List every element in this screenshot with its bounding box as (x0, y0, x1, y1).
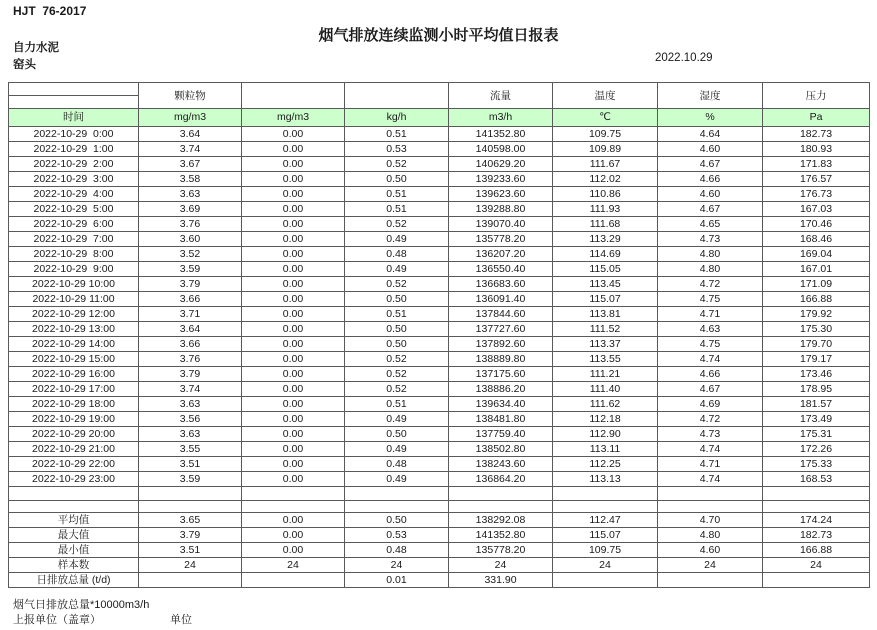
value-cell: 0.50 (345, 322, 449, 337)
time-column-header: 时间 (9, 109, 139, 127)
value-cell: 4.80 (658, 528, 763, 543)
table-row (9, 412, 870, 427)
value-cell: 0.00 (242, 322, 345, 337)
value-cell: 0.01 (345, 573, 449, 588)
value-cell: 3.65 (139, 513, 242, 528)
value-cell: 135778.20 (449, 543, 553, 558)
value-cell: 4.72 (658, 412, 763, 427)
value-cell: 3.79 (139, 528, 242, 543)
table-row (9, 127, 870, 142)
time-cell: 2022-10-29 5:00 (9, 202, 139, 217)
table-row (9, 307, 870, 322)
time-cell: 2022-10-29 4:00 (9, 187, 139, 202)
value-cell: 4.64 (658, 127, 763, 142)
unit-m3-h: m3/h (449, 109, 553, 127)
value-cell: 4.70 (658, 513, 763, 528)
value-cell: 112.18 (553, 412, 658, 427)
monitoring-site: 窑头 (13, 59, 36, 71)
value-cell: 24 (345, 558, 449, 573)
summary-row (9, 543, 870, 558)
value-cell: 3.63 (139, 397, 242, 412)
value-cell (139, 573, 242, 588)
value-cell: 176.73 (763, 187, 870, 202)
table-row (9, 262, 870, 277)
time-cell: 2022-10-29 15:00 (9, 352, 139, 367)
time-cell: 2022-10-29 19:00 (9, 412, 139, 427)
value-cell: 0.00 (242, 277, 345, 292)
value-cell: 171.83 (763, 157, 870, 172)
value-cell: 179.17 (763, 352, 870, 367)
value-cell: 136207.20 (449, 247, 553, 262)
value-cell: 111.68 (553, 217, 658, 232)
table-row (9, 157, 870, 172)
summary-label-cell: 平均值 (9, 513, 139, 528)
report-date: 2022.10.29 (655, 52, 713, 64)
value-cell: 3.79 (139, 367, 242, 382)
value-cell: 0.52 (345, 157, 449, 172)
col-header-blank-2 (345, 83, 449, 109)
value-cell: 139288.80 (449, 202, 553, 217)
gap-rows (9, 487, 870, 513)
time-cell: 2022-10-29 1:00 (9, 142, 139, 157)
value-cell: 138502.80 (449, 442, 553, 457)
value-cell: 4.74 (658, 472, 763, 487)
time-cell: 2022-10-29 10:00 (9, 277, 139, 292)
value-cell: 4.67 (658, 157, 763, 172)
value-cell: 0.49 (345, 472, 449, 487)
value-cell: 3.56 (139, 412, 242, 427)
value-cell: 0.52 (345, 352, 449, 367)
value-cell: 0.51 (345, 127, 449, 142)
value-cell: 4.65 (658, 217, 763, 232)
summary-label-cell: 最大值 (9, 528, 139, 543)
value-cell: 173.49 (763, 412, 870, 427)
value-cell: 137844.60 (449, 307, 553, 322)
value-cell: 24 (242, 558, 345, 573)
value-cell: 0.48 (345, 457, 449, 472)
value-cell: 113.11 (553, 442, 658, 457)
value-cell: 111.67 (553, 157, 658, 172)
value-cell: 3.76 (139, 217, 242, 232)
value-cell: 4.60 (658, 543, 763, 558)
table-row (9, 457, 870, 472)
value-cell: 113.37 (553, 337, 658, 352)
value-cell: 137759.40 (449, 427, 553, 442)
unit-mg-m3-2: mg/m3 (242, 109, 345, 127)
unit-celsius: ℃ (553, 109, 658, 127)
empty-row (9, 501, 870, 513)
value-cell: 0.00 (242, 172, 345, 187)
summary-row (9, 573, 870, 588)
value-cell: 3.51 (139, 543, 242, 558)
value-cell: 0.00 (242, 127, 345, 142)
value-cell: 167.01 (763, 262, 870, 277)
value-cell: 0.49 (345, 412, 449, 427)
value-cell: 3.74 (139, 382, 242, 397)
unit-pa: Pa (763, 109, 870, 127)
value-cell: 179.92 (763, 307, 870, 322)
time-cell: 2022-10-29 14:00 (9, 337, 139, 352)
col-header-humidity: 湿度 (658, 83, 763, 109)
table-row (9, 382, 870, 397)
value-cell: 113.29 (553, 232, 658, 247)
col-header-flow: 流量 (449, 83, 553, 109)
value-cell: 138889.80 (449, 352, 553, 367)
value-cell: 136864.20 (449, 472, 553, 487)
time-cell: 2022-10-29 16:00 (9, 367, 139, 382)
value-cell: 24 (658, 558, 763, 573)
value-cell: 139233.60 (449, 172, 553, 187)
unit-row (9, 109, 870, 127)
value-cell: 4.75 (658, 292, 763, 307)
time-cell: 2022-10-29 11:00 (9, 292, 139, 307)
value-cell: 137892.60 (449, 337, 553, 352)
value-cell: 0.51 (345, 397, 449, 412)
value-cell: 0.00 (242, 528, 345, 543)
value-cell: 141352.80 (449, 127, 553, 142)
table-row (9, 247, 870, 262)
value-cell: 112.90 (553, 427, 658, 442)
value-cell: 174.24 (763, 513, 870, 528)
value-cell: 0.50 (345, 337, 449, 352)
footer-total-note: 烟气日排放总量*10000m3/h (13, 599, 150, 611)
value-cell (763, 573, 870, 588)
table-row (9, 427, 870, 442)
value-cell: 4.72 (658, 277, 763, 292)
value-cell: 181.57 (763, 397, 870, 412)
value-cell: 139634.40 (449, 397, 553, 412)
value-cell: 179.70 (763, 337, 870, 352)
value-cell: 4.73 (658, 427, 763, 442)
value-cell: 139070.40 (449, 217, 553, 232)
value-cell: 0.00 (242, 543, 345, 558)
table-row (9, 217, 870, 232)
value-cell: 112.02 (553, 172, 658, 187)
value-cell: 3.69 (139, 202, 242, 217)
value-cell: 137727.60 (449, 322, 553, 337)
value-cell: 3.58 (139, 172, 242, 187)
value-cell: 3.71 (139, 307, 242, 322)
value-cell: 0.00 (242, 157, 345, 172)
unit-percent: % (658, 109, 763, 127)
table-row (9, 397, 870, 412)
col-header-pressure: 压力 (763, 83, 870, 109)
value-cell: 0.53 (345, 528, 449, 543)
value-cell: 0.51 (345, 202, 449, 217)
value-cell: 112.47 (553, 513, 658, 528)
value-cell: 0.49 (345, 232, 449, 247)
value-cell: 3.64 (139, 322, 242, 337)
unit-kg-h: kg/h (345, 109, 449, 127)
summary-row (9, 513, 870, 528)
value-cell: 182.73 (763, 127, 870, 142)
value-cell: 4.66 (658, 172, 763, 187)
value-cell: 0.00 (242, 457, 345, 472)
value-cell: 0.00 (242, 367, 345, 382)
table-row (9, 472, 870, 487)
value-cell: 3.51 (139, 457, 242, 472)
value-cell: 111.21 (553, 367, 658, 382)
value-cell: 172.26 (763, 442, 870, 457)
value-cell: 4.67 (658, 202, 763, 217)
value-cell: 4.69 (658, 397, 763, 412)
time-cell: 2022-10-29 20:00 (9, 427, 139, 442)
value-cell: 4.63 (658, 322, 763, 337)
table-row (9, 322, 870, 337)
value-cell: 0.50 (345, 172, 449, 187)
time-cell: 2022-10-29 6:00 (9, 217, 139, 232)
value-cell: 0.00 (242, 262, 345, 277)
value-cell (658, 573, 763, 588)
value-cell: 0.00 (242, 382, 345, 397)
value-cell: 0.00 (242, 397, 345, 412)
value-cell: 4.71 (658, 307, 763, 322)
value-cell: 141352.80 (449, 528, 553, 543)
value-cell: 167.03 (763, 202, 870, 217)
summary-rows (9, 513, 870, 588)
value-cell: 111.52 (553, 322, 658, 337)
time-cell: 2022-10-29 7:00 (9, 232, 139, 247)
value-cell: 0.00 (242, 337, 345, 352)
value-cell: 4.75 (658, 337, 763, 352)
value-cell: 113.45 (553, 277, 658, 292)
value-cell: 109.75 (553, 127, 658, 142)
value-cell: 3.64 (139, 127, 242, 142)
value-cell: 4.74 (658, 442, 763, 457)
value-cell: 0.52 (345, 277, 449, 292)
col-header-particulate: 颗粒物 (139, 83, 242, 109)
value-cell: 4.66 (658, 367, 763, 382)
value-cell: 0.51 (345, 187, 449, 202)
value-cell: 24 (449, 558, 553, 573)
time-cell: 2022-10-29 22:00 (9, 457, 139, 472)
value-cell: 175.30 (763, 322, 870, 337)
header-empty-cell (9, 83, 139, 96)
value-cell: 0.51 (345, 307, 449, 322)
time-cell: 2022-10-29 2:00 (9, 157, 139, 172)
unit-mg-m3-1: mg/m3 (139, 109, 242, 127)
value-cell: 3.59 (139, 472, 242, 487)
value-cell: 115.07 (553, 292, 658, 307)
value-cell: 112.25 (553, 457, 658, 472)
value-cell: 3.55 (139, 442, 242, 457)
value-cell: 3.59 (139, 262, 242, 277)
value-cell: 0.50 (345, 513, 449, 528)
doc-code: HJT 76-2017 (13, 4, 87, 18)
value-cell: 176.57 (763, 172, 870, 187)
value-cell: 3.63 (139, 427, 242, 442)
value-cell: 111.40 (553, 382, 658, 397)
value-cell: 0.50 (345, 292, 449, 307)
value-cell: 138886.20 (449, 382, 553, 397)
value-cell: 4.60 (658, 187, 763, 202)
value-cell: 24 (763, 558, 870, 573)
value-cell: 4.74 (658, 352, 763, 367)
value-cell: 173.46 (763, 367, 870, 382)
time-cell: 2022-10-29 0:00 (9, 127, 139, 142)
value-cell: 169.04 (763, 247, 870, 262)
summary-row (9, 558, 870, 573)
value-cell: 170.46 (763, 217, 870, 232)
value-cell: 4.71 (658, 457, 763, 472)
value-cell: 136091.40 (449, 292, 553, 307)
value-cell: 111.93 (553, 202, 658, 217)
value-cell: 136683.60 (449, 277, 553, 292)
value-cell: 135778.20 (449, 232, 553, 247)
header-empty-cell (9, 96, 139, 109)
value-cell: 140629.20 (449, 157, 553, 172)
value-cell: 0.00 (242, 247, 345, 262)
value-cell: 0.49 (345, 262, 449, 277)
empty-row (9, 487, 870, 501)
time-cell: 2022-10-29 3:00 (9, 172, 139, 187)
value-cell: 0.52 (345, 217, 449, 232)
table-row (9, 277, 870, 292)
value-cell: 3.52 (139, 247, 242, 262)
value-cell: 113.55 (553, 352, 658, 367)
value-cell: 3.79 (139, 277, 242, 292)
value-cell: 3.66 (139, 337, 242, 352)
summary-label-cell: 最小值 (9, 543, 139, 558)
value-cell: 3.60 (139, 232, 242, 247)
value-cell: 331.90 (449, 573, 553, 588)
value-cell: 0.00 (242, 232, 345, 247)
value-cell (242, 573, 345, 588)
footer-unit-label: 单位 (170, 614, 192, 626)
value-cell (553, 573, 658, 588)
value-cell: 139623.60 (449, 187, 553, 202)
value-cell: 3.66 (139, 292, 242, 307)
value-cell: 168.53 (763, 472, 870, 487)
table-row (9, 337, 870, 352)
summary-row (9, 528, 870, 543)
value-cell: 0.50 (345, 427, 449, 442)
value-cell: 111.62 (553, 397, 658, 412)
value-cell: 0.00 (242, 217, 345, 232)
value-cell: 115.07 (553, 528, 658, 543)
time-cell: 2022-10-29 18:00 (9, 397, 139, 412)
value-cell: 175.31 (763, 427, 870, 442)
value-cell: 113.81 (553, 307, 658, 322)
company-name: 自力水泥 (13, 42, 59, 54)
table-row (9, 232, 870, 247)
report-table (8, 82, 870, 588)
summary-label-cell: 样本数 (9, 558, 139, 573)
value-cell: 178.95 (763, 382, 870, 397)
value-cell: 140598.00 (449, 142, 553, 157)
time-cell: 2022-10-29 9:00 (9, 262, 139, 277)
table-row (9, 442, 870, 457)
table-row (9, 292, 870, 307)
value-cell: 24 (553, 558, 658, 573)
time-cell: 2022-10-29 12:00 (9, 307, 139, 322)
value-cell: 4.67 (658, 382, 763, 397)
value-cell: 138243.60 (449, 457, 553, 472)
time-cell: 2022-10-29 23:00 (9, 472, 139, 487)
value-cell: 0.00 (242, 472, 345, 487)
value-cell: 0.48 (345, 543, 449, 558)
value-cell: 180.93 (763, 142, 870, 157)
value-cell: 138481.80 (449, 412, 553, 427)
page-title: 烟气排放连续监测小时平均值日报表 (318, 27, 559, 44)
value-cell: 0.00 (242, 187, 345, 202)
value-cell: 110.86 (553, 187, 658, 202)
value-cell: 4.73 (658, 232, 763, 247)
value-cell: 166.88 (763, 543, 870, 558)
value-cell: 137175.60 (449, 367, 553, 382)
time-cell: 2022-10-29 13:00 (9, 322, 139, 337)
time-cell: 2022-10-29 21:00 (9, 442, 139, 457)
value-cell: 3.76 (139, 352, 242, 367)
time-cell: 2022-10-29 17:00 (9, 382, 139, 397)
value-cell: 114.69 (553, 247, 658, 262)
table-row (9, 142, 870, 157)
value-cell: 113.13 (553, 472, 658, 487)
header-row-1 (9, 83, 870, 96)
table-row (9, 352, 870, 367)
value-cell: 4.80 (658, 247, 763, 262)
value-cell: 166.88 (763, 292, 870, 307)
value-cell: 24 (139, 558, 242, 573)
value-cell: 109.89 (553, 142, 658, 157)
table-row (9, 202, 870, 217)
table-row (9, 172, 870, 187)
footer-reporting-unit-label: 上报单位（盖章） (13, 614, 101, 626)
value-cell: 0.00 (242, 202, 345, 217)
value-cell: 138292.08 (449, 513, 553, 528)
value-cell: 0.00 (242, 292, 345, 307)
value-cell: 0.53 (345, 142, 449, 157)
value-cell: 171.09 (763, 277, 870, 292)
col-header-blank-1 (242, 83, 345, 109)
value-cell: 168.46 (763, 232, 870, 247)
value-cell: 3.74 (139, 142, 242, 157)
table-row (9, 367, 870, 382)
value-cell: 0.00 (242, 307, 345, 322)
value-cell: 0.00 (242, 442, 345, 457)
value-cell: 109.75 (553, 543, 658, 558)
summary-label-cell: 日排放总量 (t/d) (9, 573, 139, 588)
value-cell: 0.00 (242, 427, 345, 442)
data-rows (9, 127, 870, 487)
value-cell: 0.00 (242, 352, 345, 367)
value-cell: 0.00 (242, 142, 345, 157)
value-cell: 0.00 (242, 513, 345, 528)
value-cell: 175.33 (763, 457, 870, 472)
value-cell: 182.73 (763, 528, 870, 543)
value-cell: 3.67 (139, 157, 242, 172)
col-header-temperature: 温度 (553, 83, 658, 109)
value-cell: 115.05 (553, 262, 658, 277)
value-cell: 136550.40 (449, 262, 553, 277)
value-cell: 0.52 (345, 367, 449, 382)
value-cell: 0.49 (345, 442, 449, 457)
table-row (9, 187, 870, 202)
value-cell: 0.52 (345, 382, 449, 397)
value-cell: 0.00 (242, 412, 345, 427)
value-cell: 0.48 (345, 247, 449, 262)
value-cell: 3.63 (139, 187, 242, 202)
value-cell: 4.80 (658, 262, 763, 277)
value-cell: 4.60 (658, 142, 763, 157)
time-cell: 2022-10-29 8:00 (9, 247, 139, 262)
